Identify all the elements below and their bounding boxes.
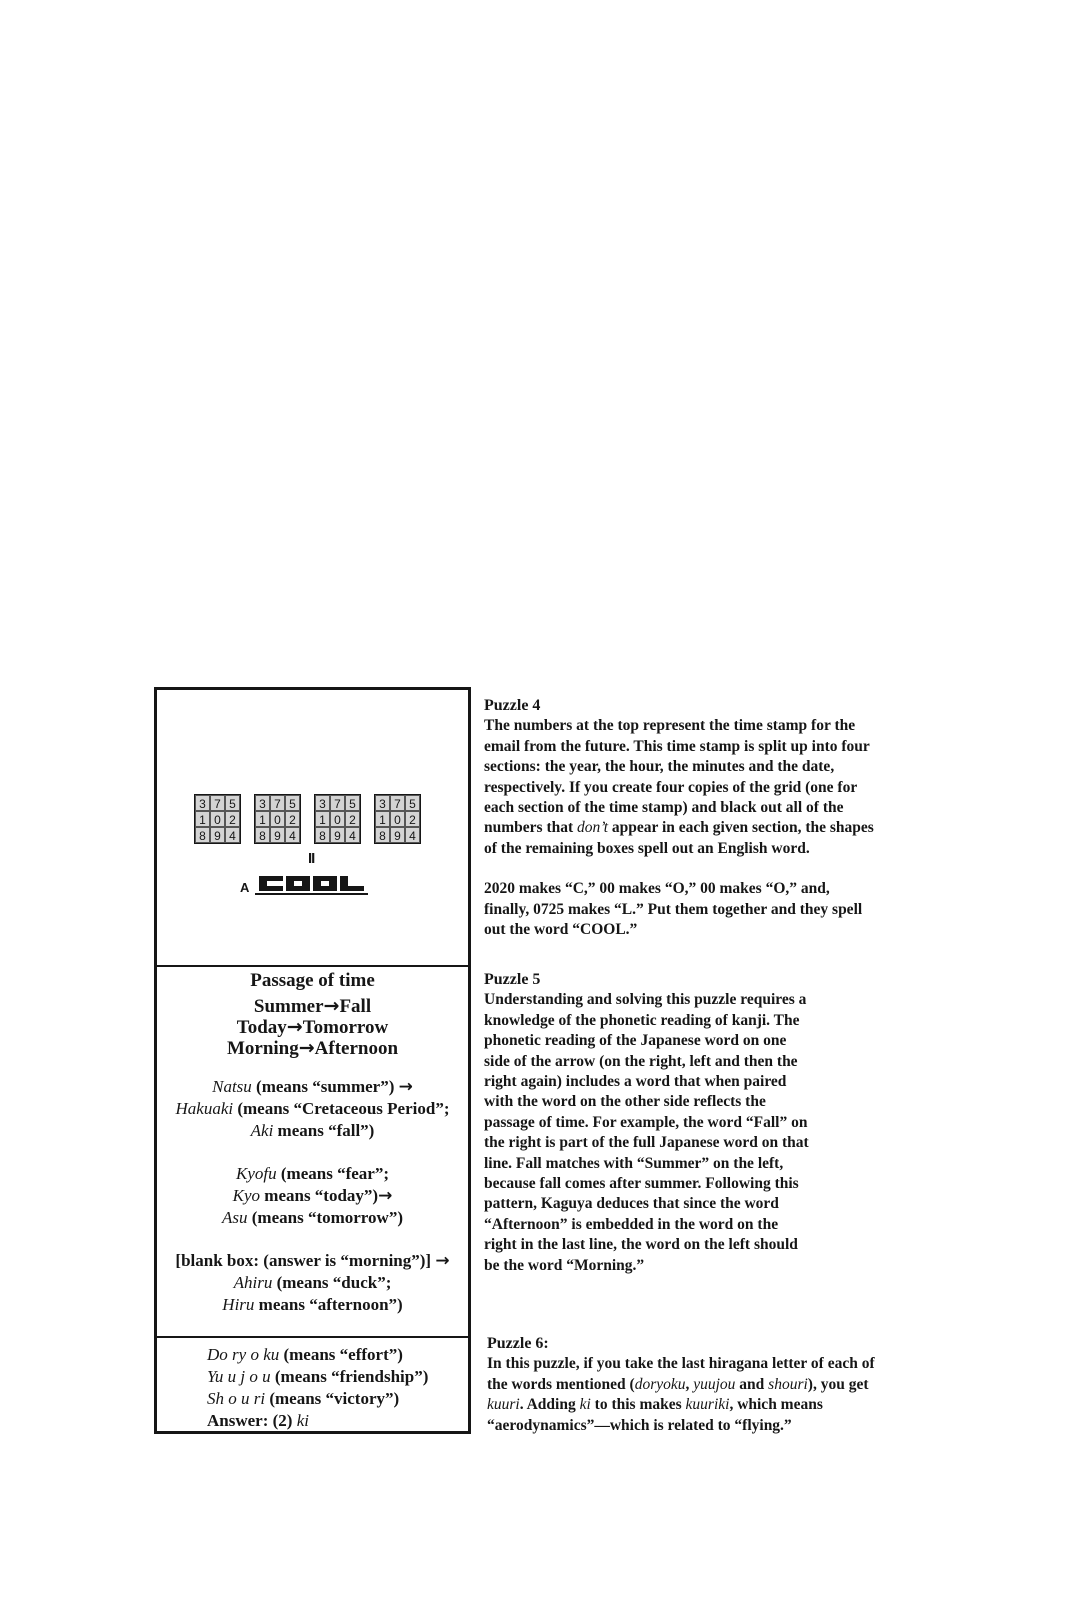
pair-word: Summer	[253, 996, 324, 1017]
grid-cell: 7	[330, 795, 345, 811]
italic-word: Yu u j o u	[207, 1367, 271, 1386]
italic-word: Do ry o ku	[207, 1345, 280, 1364]
grid-cell: 8	[195, 827, 210, 843]
text: and	[735, 1375, 769, 1393]
pair-word: Afternoon	[314, 1038, 399, 1059]
text-line	[157, 1294, 468, 1316]
pixel-letter-l	[340, 876, 364, 891]
italic-word: doryoku	[634, 1375, 686, 1393]
pair-line	[157, 1038, 468, 1059]
pair-word: Tomorrow	[302, 1017, 389, 1038]
pixel-letter-o	[286, 876, 310, 891]
grid-cell: 5	[405, 795, 420, 811]
answer-letter: A	[240, 880, 250, 895]
pair-word: Today	[236, 1017, 287, 1038]
arrow-icon: →	[323, 995, 340, 1017]
text-line	[157, 1076, 468, 1098]
text-line	[157, 1185, 468, 1207]
text: The numbers at the top represent the time stamp for the email from the future. This time stamp is split up into four sections: the year, the hour, the minutes and the date, respectively. If you create four copies of the grid (one for each section of the time stamp) and black out all of the numbers that	[484, 717, 870, 837]
puzzle5-explanation	[484, 970, 814, 1276]
arrow-icon: →	[398, 1077, 413, 1097]
text: . Adding	[519, 1396, 580, 1414]
grid-cell: 3	[195, 795, 210, 811]
grid-cell: 8	[315, 827, 330, 843]
text: means “afternoon”)	[254, 1295, 403, 1314]
pair-word: Fall	[339, 996, 372, 1017]
grid-row	[194, 794, 421, 844]
grid-cell: 5	[225, 795, 240, 811]
number-grid	[314, 794, 361, 844]
pixel-letter-c	[259, 876, 283, 891]
grid-cell: 9	[270, 827, 285, 843]
italic-word: shouri	[768, 1375, 808, 1393]
grid-cell: 1	[255, 811, 270, 827]
italic-word: Aki	[250, 1121, 274, 1140]
text-line	[157, 1120, 468, 1142]
text: [blank box: (answer is “morning”)]	[175, 1251, 436, 1270]
puzzle6-heading: Puzzle 6:	[487, 1335, 549, 1352]
italic-word: Kyo	[232, 1186, 261, 1205]
text: (means “friendship”)	[270, 1367, 429, 1386]
text-line	[157, 1272, 468, 1294]
grid-cell: 9	[330, 827, 345, 843]
grid-cell: 7	[270, 795, 285, 811]
text: (means “summer”)	[251, 1077, 399, 1096]
explanation-block-1	[157, 1076, 468, 1142]
grid-cell: 7	[390, 795, 405, 811]
grid-cell: 9	[210, 827, 225, 843]
grid-cell: 2	[285, 811, 300, 827]
text-line	[157, 1207, 468, 1229]
puzzle5-paragraph: Understanding and solving this puzzle requires a knowledge of the phonetic reading of kanji. The phonetic reading of the Japanese word on one side of the arrow (on the right, left and then the right again) includes a word that when paired with the word on the other side reflects the passage of time. For example, the word “Fall” on the right is part of the full Japanese word on that line. Fall matches with “Summer” on the left, because fall comes after summer. Following this pattern, Kaguya deduces that since the word “Afternoon” is embedded in the word on the right in the last line, the word on the left should be the word “Morning.”	[484, 991, 809, 1274]
text-line	[207, 1388, 428, 1410]
pixel-letter-o	[313, 876, 337, 891]
text: , which means “aerodynamics”—which is related to “flying.”	[487, 1396, 823, 1434]
grid-cell: 7	[210, 795, 225, 811]
text: ,	[685, 1375, 694, 1393]
italic-word: kuuriki	[685, 1396, 730, 1414]
arrow-icon: →	[378, 1186, 393, 1206]
italic-word: Kyofu	[236, 1164, 277, 1183]
grid-cell: 3	[315, 795, 330, 811]
grid-cell: 8	[255, 827, 270, 843]
number-grid	[374, 794, 421, 844]
text: (means “Cretaceous Period”;	[233, 1099, 450, 1118]
italic-word: kuuri	[487, 1396, 520, 1414]
pair-line	[157, 996, 468, 1017]
text-line	[207, 1344, 428, 1366]
text: means “fall”)	[273, 1121, 375, 1140]
puzzle6-words	[207, 1344, 428, 1432]
word-pairs	[157, 996, 468, 1059]
text-line	[157, 1250, 468, 1272]
italic-word: Natsu	[212, 1077, 252, 1096]
puzzle4-paragraph	[484, 716, 874, 859]
italic-word: don’t	[577, 819, 609, 837]
grid-cell: 4	[345, 827, 360, 843]
text: (means “effort”)	[279, 1345, 403, 1364]
text: (means “fear”;	[276, 1164, 389, 1183]
grid-cell: 5	[285, 795, 300, 811]
arrow-icon: →	[298, 1037, 315, 1059]
answer-row	[240, 876, 368, 895]
puzzle4-heading: Puzzle 4	[484, 697, 541, 714]
arrow-icon: →	[286, 1016, 303, 1038]
pair-word: Morning	[226, 1038, 299, 1059]
italic-word: Hakuaki	[175, 1099, 234, 1118]
text: appear in each given section, the shapes of the remaining boxes spell out an English word.	[484, 819, 874, 857]
grid-cell: 0	[270, 811, 285, 827]
grid-cell: 1	[195, 811, 210, 827]
answer-line	[207, 1410, 428, 1432]
text: (means “victory”)	[265, 1389, 400, 1408]
grid-cell: 2	[405, 811, 420, 827]
puzzle4-grid-section	[157, 690, 468, 965]
italic-word: Asu	[222, 1208, 248, 1227]
text: to this makes	[590, 1396, 686, 1414]
text: (means “tomorrow”)	[247, 1208, 403, 1227]
grid-cell: 4	[285, 827, 300, 843]
explanation-block-3	[157, 1250, 468, 1316]
grid-cell: 4	[225, 827, 240, 843]
grid-cell: 1	[315, 811, 330, 827]
puzzle6-paragraph	[487, 1354, 877, 1436]
text-line	[207, 1366, 428, 1388]
text-line	[157, 1163, 468, 1185]
puzzle5-heading: Puzzle 5	[484, 971, 541, 988]
puzzle6-section	[157, 1336, 468, 1433]
text: In this puzzle, if you take the last hiragana letter of each of the words mentioned (	[487, 1355, 875, 1393]
italic-word: Ahiru	[233, 1273, 273, 1292]
grid-cell: 0	[210, 811, 225, 827]
number-grid	[194, 794, 241, 844]
passage-title: Passage of time	[250, 970, 375, 991]
italic-word: ki	[579, 1396, 591, 1414]
number-grid	[254, 794, 301, 844]
puzzle5-section	[157, 965, 468, 1338]
puzzle6-explanation	[487, 1334, 877, 1436]
grid-cell: 1	[375, 811, 390, 827]
cool-pixel-word	[255, 876, 368, 895]
grid-cell: 5	[345, 795, 360, 811]
puzzle4-explanation	[484, 696, 874, 940]
equals-sign: II	[308, 850, 315, 867]
puzzle4-paragraph-2: 2020 makes “C,” 00 makes “O,” 00 makes “O,” and, finally, 0725 makes “L.” Put them together and they spell out the word “COOL.”	[484, 880, 863, 939]
grid-cell: 3	[375, 795, 390, 811]
grid-cell: 2	[225, 811, 240, 827]
text: means “today”)	[260, 1186, 379, 1205]
text: ), you get	[807, 1375, 869, 1393]
grid-cell: 4	[405, 827, 420, 843]
grid-cell: 3	[255, 795, 270, 811]
grid-cell: 9	[390, 827, 405, 843]
pair-line	[157, 1017, 468, 1038]
text-line	[157, 1098, 468, 1120]
italic-word: Sh o u ri	[207, 1389, 266, 1408]
text: Answer: (2)	[207, 1411, 297, 1430]
text: (means “duck”;	[272, 1273, 392, 1292]
arrow-icon: →	[435, 1251, 450, 1271]
grid-cell: 0	[330, 811, 345, 827]
grid-cell: 8	[375, 827, 390, 843]
italic-word: yuujou	[693, 1375, 736, 1393]
grid-cell: 0	[390, 811, 405, 827]
puzzle-box	[154, 687, 471, 1434]
italic-word: ki	[296, 1411, 309, 1430]
grid-cell: 2	[345, 811, 360, 827]
italic-word: Hiru	[222, 1295, 255, 1314]
explanation-block-2	[157, 1163, 468, 1229]
